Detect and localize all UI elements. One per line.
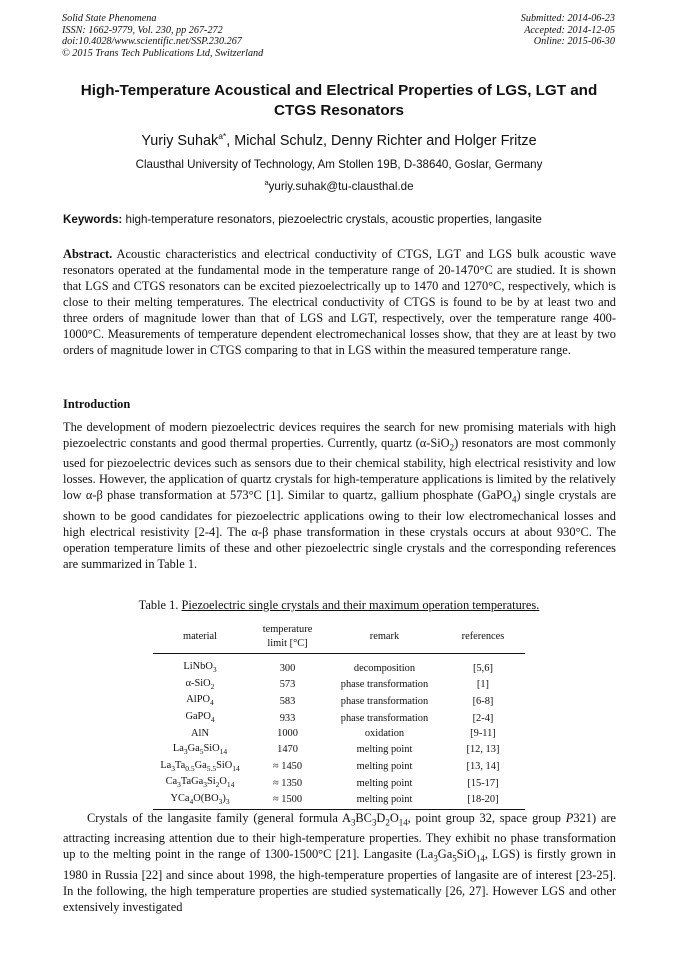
p3-s5: 3 bbox=[433, 853, 438, 864]
cell-remark: decomposition bbox=[353, 662, 416, 674]
cell-remark: phase transformation bbox=[340, 679, 429, 691]
p3-s2: 3 bbox=[371, 817, 377, 828]
intro-text-3: ) single crystals are shown to be good candidates for piezoelectric applications owing to their low electromechanical losses and high electrical resistivity [2-4]. The α-β phase transformation in these crystals occurs at about 930°C. The operation temperature limits of these and other piezoelectric single crystals and the corresponding references are summarized in Table 1. bbox=[63, 488, 616, 571]
cell-temperature: 583 bbox=[279, 695, 296, 707]
author-list bbox=[60, 131, 618, 149]
col-references: references bbox=[441, 620, 525, 654]
cell-references: [18-20] bbox=[441, 792, 525, 809]
cell-material: AlN bbox=[191, 728, 209, 740]
title-line-2: CTGS Resonators bbox=[274, 102, 404, 119]
journal-name: Solid State Phenomena bbox=[62, 13, 157, 24]
cell-remark: oxidation bbox=[364, 728, 405, 740]
cell-remark: melting point bbox=[356, 744, 413, 756]
p3-b: BC bbox=[355, 811, 372, 825]
table-body bbox=[153, 654, 525, 810]
p3-h: Ga bbox=[437, 847, 453, 862]
paper-title bbox=[60, 81, 618, 121]
cell-references: [13, 14] bbox=[466, 761, 500, 773]
cell-references: [15-17] bbox=[467, 777, 499, 789]
col-material: material bbox=[153, 620, 247, 654]
table-row bbox=[153, 710, 525, 727]
col-temperature bbox=[247, 620, 328, 654]
abstract-text: Acoustic characteristics and electrical conductivity of CTGS, LGT and LGS bulk acoustic wave resonators operated at the fundamental mode in the temperature range of 20-1470°C are studied. It is shown that LGS and CTGS resonators can be excited piezoelectrically up to 1470 and 1270°C, respectively, which is close to their melting temperatures. The electrical conductivity of CTGS is found to be by at least two and three orders of magnitude lower than that of LGS and LGT, respectively, over the temperature range 400-1000°C. Measurements of temperature dependent electromechanical losses show, that they are at least by two orders of magnitude lower in CTGS comparing to that in LGS within the measured temperature range. bbox=[63, 247, 616, 357]
doi: doi:10.4028/www.scientific.net/SSP.230.267 bbox=[62, 36, 242, 48]
author-rest: , Michal Schulz, Denny Richter and Holger Fritze bbox=[226, 132, 537, 149]
col-remark: remark bbox=[328, 620, 441, 654]
intro-text-1: The development of modern piezoelectric devices requires the search for new promising materials with high piezoelectric constants and good thermal properties. Currently, quartz (α-SiO bbox=[63, 420, 616, 450]
email-address[interactable]: yuriy.suhak@tu-clausthal.de bbox=[268, 179, 414, 193]
langasite-paragraph bbox=[63, 810, 616, 915]
p3-s6: 5 bbox=[452, 853, 457, 864]
copyright: © 2015 Trans Tech Publications Ltd, Switzerland bbox=[62, 47, 264, 59]
p3-a: Crystals of the langasite family (general formula A bbox=[86, 811, 351, 825]
keywords-text: high-temperature resonators, piezoelectric crystals, acoustic properties, langasite bbox=[122, 213, 542, 226]
cell-temperature: 933 bbox=[279, 712, 296, 724]
title-line-1: High-Temperature Acoustical and Electrical Properties of LGS, LGT and bbox=[80, 82, 598, 99]
table-caption-prefix: Table 1. bbox=[138, 598, 182, 612]
table-row bbox=[153, 742, 525, 759]
online-date: Online: 2015-06-30 bbox=[533, 36, 615, 48]
cell-material: $Ca_3TaGa_3Si_2O_{14}$ bbox=[165, 776, 235, 790]
accepted-date: Accepted: 2014-12-05 bbox=[524, 24, 615, 36]
introduction-heading: Introduction bbox=[63, 397, 131, 411]
cell-material: α-SiO$_2$ bbox=[185, 677, 215, 691]
submitted-date: Submitted: 2014-06-23 bbox=[520, 13, 615, 24]
cell-remark: melting point bbox=[356, 761, 413, 773]
author-first-sup: a* bbox=[218, 131, 227, 141]
cell-temperature: 573 bbox=[279, 679, 296, 691]
cell-temperature: ≈ 1350 bbox=[272, 777, 303, 789]
journal-header-left bbox=[62, 13, 263, 59]
journal-header-right bbox=[521, 13, 615, 48]
p3-j: , LGS) is firstly grown in 1980 in Russia [22] and since about 1998, the high-temperature properties of langasite are of interest [23-25]. In the following, the high temperature properties are studied systematically [26, 27]. However LGS and other extensively investigated bbox=[63, 847, 616, 914]
cell-references: [5,6] bbox=[473, 662, 493, 674]
cell-material: LiNbO$_3$ bbox=[183, 661, 217, 675]
cell-material: $La_3Ta_{0.5}Ga_{5.5}SiO_{14}$ bbox=[160, 759, 240, 773]
p3-s7: 14 bbox=[475, 853, 485, 864]
author-email bbox=[60, 178, 618, 193]
intro-text-2: ) resonators are most commonly used for piezoelectric devices such as sensors due to their chemical stability, high electrical resistivity and low losses. However, the application of quartz crystals for high-temperature applications is limited by the relatively low α-β phase transformation at 573°C [1]. Similar to quartz, gallium phosphate (GaPO bbox=[63, 436, 616, 503]
abstract bbox=[63, 246, 616, 358]
p3-g: 321) are attracting increasing attention due to their high-temperature properties. They exhibit no phase transformation up to the melting point in the range of 1300-1500°C [21]. Langasite (La bbox=[63, 811, 616, 862]
author-first: Yuriy Suhak bbox=[141, 132, 219, 149]
p3-s1: 3 bbox=[350, 817, 356, 828]
cell-temperature: 1470 bbox=[277, 744, 298, 756]
p3-d: O bbox=[389, 811, 399, 825]
table-row bbox=[153, 759, 525, 776]
table-caption bbox=[60, 598, 618, 613]
table-caption-text: Piezoelectric single crystals and their maximum operation temperatures. bbox=[181, 598, 540, 612]
email-sup: a bbox=[264, 178, 269, 187]
cell-remark: phase transformation bbox=[340, 712, 429, 724]
cell-material: $La_3Ga_5SiO_{14}$ bbox=[172, 742, 228, 756]
abstract-label: Abstract. bbox=[63, 247, 113, 261]
issn: ISSN: 1662-9779, Vol. 230, pp 267-272 bbox=[62, 24, 223, 36]
cell-references: [2-4] bbox=[472, 712, 494, 724]
affiliation: Clausthal University of Technology, Am Stollen 19B, D-38640, Goslar, Germany bbox=[135, 158, 543, 171]
p3-c: D bbox=[376, 811, 386, 825]
introduction-paragraph bbox=[63, 419, 616, 572]
table-row bbox=[153, 654, 525, 677]
cell-remark: phase transformation bbox=[340, 695, 429, 707]
p3-s3: 2 bbox=[385, 817, 390, 828]
table-header-row bbox=[153, 620, 525, 654]
p3-e: , point group 32, space group bbox=[407, 811, 566, 825]
table-row bbox=[153, 677, 525, 694]
intro-sub-1: 2 bbox=[449, 442, 455, 453]
table-row bbox=[153, 792, 525, 809]
cell-references: [6-8] bbox=[472, 695, 494, 707]
intro-sub-2: 4 bbox=[512, 494, 517, 505]
cell-references: [9-11] bbox=[470, 728, 496, 740]
table-row bbox=[153, 727, 525, 742]
cell-temperature: ≈ 1450 bbox=[272, 761, 303, 773]
table-row bbox=[153, 775, 525, 792]
keywords bbox=[63, 213, 623, 226]
cell-references: [12, 13] bbox=[466, 744, 500, 756]
cell-material: AlPO$_4$ bbox=[186, 694, 214, 708]
col-temperature-2: limit [°C] bbox=[267, 637, 308, 649]
cell-material: $YCa_4O(BO_3)_3$ bbox=[153, 792, 247, 809]
table-1 bbox=[153, 620, 525, 810]
cell-material: GaPO$_4$ bbox=[185, 711, 215, 725]
p3-i: SiO bbox=[456, 847, 476, 862]
cell-remark: melting point bbox=[356, 777, 413, 789]
cell-temperature: ≈ 1500 bbox=[247, 792, 328, 809]
col-temperature-1: temperature bbox=[262, 623, 313, 635]
table-row bbox=[153, 693, 525, 710]
cell-temperature: 1000 bbox=[277, 728, 298, 740]
keywords-label: Keywords: bbox=[63, 213, 123, 226]
cell-references: [1] bbox=[476, 679, 490, 691]
p3-s4: 14 bbox=[398, 817, 408, 828]
p3-f: P bbox=[565, 811, 574, 825]
cell-temperature: 300 bbox=[279, 662, 296, 674]
cell-remark: melting point bbox=[328, 792, 441, 809]
